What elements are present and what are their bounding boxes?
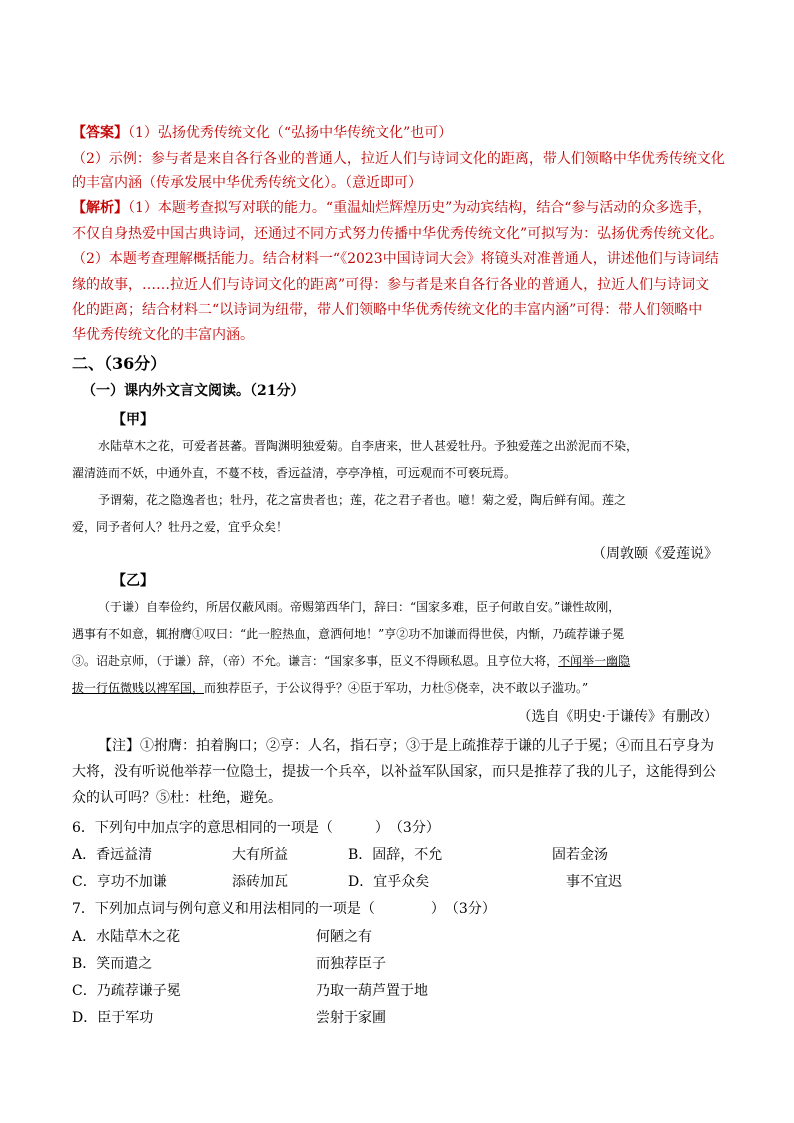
q7-option-a[interactable]: A．水陆草木之花 [72,929,181,945]
q6-option-a-compare: 大有所益 [232,847,288,863]
answer-line-1 [72,124,732,142]
q6-option-b-compare: 固若金汤 [552,847,608,863]
analysis-line-6: 华优秀传统文化的丰富内涵。 [72,327,254,343]
answer-line-2: （2）示例：参与者是来自各行各业的普通人，拉近人们与诗词文化的距离，带人们领略中华优秀传统文化 [72,151,725,167]
passage-jia-tag: 【甲】 [112,412,154,428]
analysis-line-3: （2）本题考查理解概括能力。结合材料一“《2023中国诗词大会》将镜头对准普通人，讲述他们与诗词结 [72,251,719,267]
answer-text: （1）弘扬优秀传统文化（“弘扬中华传统文化”也可） [128,125,453,141]
q6-option-c[interactable]: C．亨功不加谦 [72,874,167,890]
passage-yi-tag: 【乙】 [112,573,154,589]
underlined-sentence: 拔一行伍微贱以裨军国， [72,681,205,695]
q6-option-a[interactable]: A．香远益清 [72,847,153,863]
passage-yi-line [72,679,588,697]
analysis-line-1 [72,199,732,217]
q7-option-c-example: 乃取一葫芦置于地 [316,983,428,999]
passage-yi-line: 遇事有不如意，辄拊膺①叹曰：“此一腔热血，意洒何地！”亨②功不加谦而得世侯，内惭，乃疏荐谦子冕 [72,627,625,641]
underlined-sentence: 不闻举一幽隐 [558,654,631,668]
passage-jia-line: 爱，同予者何人？牡丹之爱，宜乎众矣！ [72,520,289,534]
q6-option-d[interactable]: D．宜乎众矣 [348,874,430,890]
passage-yi-line: （于谦）自奉俭约，所居仅蔽风雨。帝赐第西华门，辞曰：“国家多难，臣子何敢自安。”谦性故刚， [98,600,621,614]
analysis-line-2: 不仅自身热爱中国古典诗词，还通过不同方式努力传播中华优秀传统文化”可拟写为：弘扬优秀传统文化。 [72,226,724,242]
passage-yi-line [72,652,630,670]
passage-yi-text: 而独荐臣子，于公议得乎？④臣于军功，力杜⑤侥幸，决不敢以子滥功。” [204,681,589,695]
q7-option-a-example: 何陋之有 [316,929,372,945]
passage-yi-text: ③。诏赴京师，（于谦）辞，（帝）不允。谦言：“国家多事，臣义不得顾私恩。且亨位大将， [72,654,559,668]
q7-option-d[interactable]: D．臣于军功 [72,1010,154,1026]
q7-option-b-example: 而独荐臣子 [316,956,386,972]
question-7-stem: 7．下列加点词与例句意义和用法相同的一项是（ ） （3分） [72,901,496,917]
passage-jia-line: 水陆草木之花，可爱者甚蕃。晋陶渊明独爱菊。自李唐来，世人甚爱牡丹。予独爱莲之出淤泥而不染， [98,439,639,453]
passage-jia-source: （周敦颐《爱莲说》 [592,546,718,562]
q6-option-c-compare: 添砖加瓦 [232,874,288,890]
q6-option-d-compare: 事不宜迟 [566,874,622,890]
analysis-tag: 【解析】 [72,200,128,216]
note-line-1: 【注】①拊膺：拍着胸口；②亨：人名，指石亨；③于是上疏推荐于谦的儿子于冕；④而且石亨身为 [98,738,714,754]
subsection-title: （一）课内外文言文阅读。（21分） [82,383,305,399]
analysis-line-4: 缘的故事，……拉近人们与诗词文化的距离”可得：参与者是来自各行各业的普通人，拉近人们与诗词文 [72,277,710,293]
note-line-2: 大将，没有听说他举荐一位隐士，提拔一个兵卒，以补益军队国家，而只是推荐了我的儿子，这能得到公 [72,764,716,780]
analysis-line-5: 化的距离；结合材料二“以诗词为纽带，带人们领略中华优秀传统文化的丰富内涵”可得：带人们领略中 [72,302,703,318]
q7-option-c[interactable]: C．乃疏荐谦子冕 [72,983,181,999]
passage-jia-line: 予谓菊，花之隐逸者也；牡丹，花之富贵者也；莲，花之君子者也。噫！菊之爱，陶后鲜有闻。莲之 [98,493,627,507]
passage-jia-line: 濯清涟而不妖，中通外直，不蔓不枝，香远益清，亭亭净植，可远观而不可亵玩焉。 [72,466,517,480]
answer-line-3: 的丰富内涵（传承发展中华优秀传统文化）。（意近即可） [72,175,422,191]
section-title: 二、（36分） [72,354,167,373]
q7-option-b[interactable]: B．笑而遣之 [72,956,153,972]
question-6-stem: 6．下列句中加点字的意思相同的一项是（ ） （3分） [72,820,440,836]
note-line-3: 众的认可吗？⑤杜：杜绝，避免。 [72,790,282,806]
passage-yi-source: （选自《明史·于谦传》有删改） [517,709,718,725]
analysis-text: （1）本题考查拟写对联的能力。“重温灿烂辉煌历史”为动宾结构，结合“参与活动的众多选手， [128,200,712,216]
answer-tag: 【答案】 [72,125,128,141]
q6-option-b[interactable]: B．固辞，不允 [348,847,443,863]
q7-option-d-example: 尝射于家圃 [316,1010,386,1026]
